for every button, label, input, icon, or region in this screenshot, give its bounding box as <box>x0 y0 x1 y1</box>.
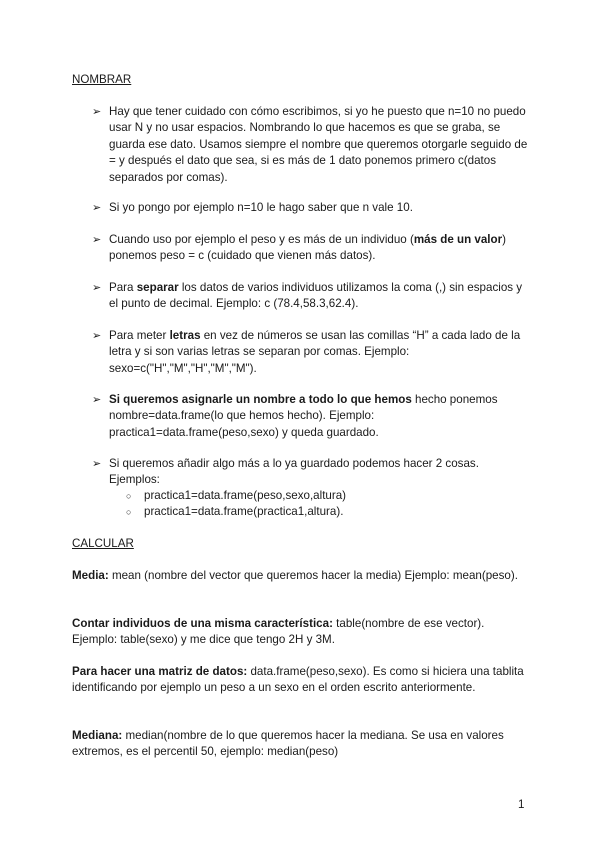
bold-term: Contar individuos de una misma característica: <box>72 617 333 630</box>
arrow-bullet-icon: ➢ <box>92 202 102 214</box>
bold-term: Mediana: <box>72 729 123 742</box>
bullet-text: Cuando uso por ejemplo el peso y es más de un individuo (más de un valor) ponemos peso = c (cuidado que vienen más datos). <box>109 233 506 263</box>
sub-item-text: practica1=data.frame(practica1,altura). <box>144 505 344 518</box>
arrow-bullet-icon: ➢ <box>92 282 102 294</box>
arrow-bullet-icon: ➢ <box>92 458 102 470</box>
bold-term: letras <box>169 329 201 342</box>
heading-nombrar: NOMBRAR <box>72 73 132 86</box>
page-number: 1 <box>518 798 525 811</box>
bold-term: más de un valor <box>413 233 503 246</box>
paragraph-media: Media: mean (nombre del vector que queremos hacer la media) Ejemplo: mean(peso). <box>72 569 518 582</box>
arrow-bullet-icon: ➢ <box>92 234 102 246</box>
circle-bullet-icon: ○ <box>126 507 132 517</box>
arrow-bullet-icon: ➢ <box>92 330 102 342</box>
bullet-text: Si queremos añadir algo más a lo ya guardado podemos hacer 2 cosas. Ejemplos: <box>109 457 479 487</box>
paragraph-matriz: Para hacer una matriz de datos: data.frame(peso,sexo). Es como si hiciera una tablita identificando por ejemplo un peso a un sexo en el orden escrito anteriormente. <box>72 665 524 695</box>
bullet-text: Hay que tener cuidado con cómo escribimos, si yo he puesto que n=10 no puedo usar N y no usar espacios. Nombrando lo que hacemos es que se graba, se guarda ese dato. Usamos siempre el nombre que queremos otorgarle seguido de = y después el dato que sea, si es más de 1 dato ponemos primero c(datos separados por comas). <box>109 105 528 184</box>
bold-term: Si queremos asignarle un nombre a todo lo que hemos <box>109 393 412 406</box>
bullet-text: Si yo pongo por ejemplo n=10 le hago saber que n vale 10. <box>109 201 413 214</box>
bold-term: Media: <box>72 569 109 582</box>
heading-calcular: CALCULAR <box>72 537 134 550</box>
paragraph-mediana: Mediana: median(nombre de lo que queremos hacer la mediana. Se usa en valores extremos, es el percentil 50, ejemplo: median(peso) <box>72 729 504 759</box>
paragraph-contar: Contar individuos de una misma característica: table(nombre de ese vector). Ejemplo: table(sexo) y me dice que tengo 2H y 3M. <box>72 617 485 647</box>
sub-item-text: practica1=data.frame(peso,sexo,altura) <box>144 489 347 502</box>
bullet-text: Para separar los datos de varios individuos utilizamos la coma (,) sin espacios y el punto de decimal. Ejemplo: c (78.4,58.3,62.4). <box>109 281 523 311</box>
arrow-bullet-icon: ➢ <box>92 394 102 406</box>
circle-bullet-icon: ○ <box>126 491 132 501</box>
bold-term: Para hacer una matriz de datos: <box>72 665 248 678</box>
bullet-text: Para meter letras en vez de números se usan las comillas “H” a cada lado de la letra y si son varias letras se separan por comas. Ejemplo: sexo=c("H","M","H","M","M"). <box>109 329 521 375</box>
arrow-bullet-icon: ➢ <box>92 106 102 118</box>
bold-term: separar <box>136 281 179 294</box>
bullet-text: Si queremos asignarle un nombre a todo lo que hemos hecho ponemos nombre=data.frame(lo que hemos hecho). Ejemplo: practica1=data.frame(peso,sexo) y queda guardado. <box>109 393 498 439</box>
